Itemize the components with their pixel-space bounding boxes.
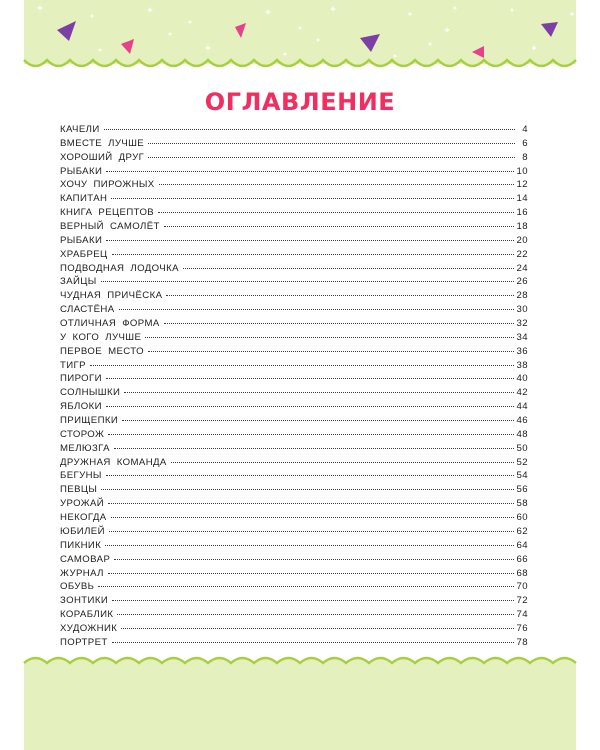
toc-entry [60,123,528,137]
bottom-scallop-border [24,655,576,669]
confetti-triangle-icon [57,21,76,41]
toc-entry [60,359,528,373]
toc-entry-title: ХУДОЖНИК [60,622,118,634]
toc-entry [60,151,528,165]
dot-leader [108,434,513,435]
toc-entry-page: 68 [516,567,528,579]
sparkle-star-icon [282,51,288,57]
toc-entry-title: СТОРОЖ [60,428,105,440]
toc-entry-title: ХОЧУ ПИРОЖНЫХ [60,179,155,191]
toc-entry-page: 44 [516,401,528,413]
dot-leader [119,309,514,310]
dot-leader [90,365,514,366]
toc-entry-page: 40 [516,373,528,385]
page-title: ОГЛАВЛЕНИЕ [204,88,396,116]
toc-entry-title: УРОЖАЙ [60,498,105,510]
sparkle-star-icon [315,37,321,43]
toc-entry [60,192,528,206]
toc-entry-page: 8 [522,151,528,163]
sparkle-star-icon [264,8,272,16]
toc-entry-title: ДРУЖНАЯ КОМАНДА [60,456,167,468]
toc-entry-title: ЯБЛОКИ [60,401,102,413]
toc-entry-title: ХОРОШИЙ ДРУГ [60,151,145,163]
toc-entry-page: 6 [522,137,528,149]
toc-entry [60,483,528,497]
toc-entry-page: 64 [516,539,528,551]
dot-leader [106,240,513,241]
toc-entry-title: ТИГР [60,359,86,371]
sparkle-star-icon [392,53,398,59]
toc-entry [60,622,528,636]
sparkle-star-icon [36,4,44,12]
dot-leader [117,614,513,615]
sparkle-star-icon [97,47,103,53]
dot-leader [183,268,514,269]
toc-entry-page: 28 [516,290,528,302]
toc-entry [60,497,528,511]
sparkle-star-icon [443,26,451,34]
toc-entry-title: ЗАЙЦЫ [60,276,97,288]
toc-entry-title: ВМЕСТЕ ЛУЧШЕ [60,137,145,149]
dot-leader [105,545,513,546]
toc-entry-page: 54 [516,470,528,482]
sparkle-star-icon [329,5,337,13]
sparkle-star-icon [187,19,193,25]
toc-entry-title: ОТЛИЧНАЯ ФОРМА [60,318,160,330]
dot-leader [148,351,514,352]
toc-entry [60,594,528,608]
sparkle-star-icon [89,13,95,19]
dot-leader [159,184,514,185]
toc-entry-title: ПЕВЦЫ [60,484,98,496]
toc-entry [60,636,528,650]
confetti-decoration [0,0,600,70]
confetti-triangle-icon [360,34,380,52]
toc-entry-title: ЧУДНАЯ ПРИЧЁСКА [60,290,163,302]
dot-leader [121,628,513,629]
toc-entry [60,289,528,303]
toc-entry-page: 18 [516,221,528,233]
dot-leader [108,503,513,504]
toc-entry-page: 32 [516,318,528,330]
toc-entry-title: БЕГУНЫ [60,470,102,482]
toc-entry [60,553,528,567]
dot-leader [158,212,513,213]
sparkle-star-icon [568,10,576,18]
toc-entry-title: РЫБАКИ [60,234,103,246]
toc-entry-page: 62 [516,525,528,537]
toc-entry-title: КОРАБЛИК [60,609,114,621]
toc-entry [60,331,528,345]
dot-leader [101,281,514,282]
toc-entry-title: КАПИТАН [60,193,108,205]
confetti-triangle-icon [541,22,558,37]
toc-entry [60,137,528,151]
toc-entry-page: 72 [516,595,528,607]
toc-entry [60,580,528,594]
toc-entry-title: ОБУВЬ [60,581,95,593]
confetti-triangle-icon [235,23,246,38]
toc-entry-page: 58 [516,498,528,510]
toc-entry [60,165,528,179]
dot-leader [166,295,513,296]
toc-entry-title: СОЛНЫШКИ [60,387,121,399]
dot-leader [98,586,513,587]
dot-leader [164,226,514,227]
toc-entry [60,234,528,248]
toc-entry [60,539,528,553]
dot-leader [112,642,514,643]
toc-entry-page: 24 [516,262,528,274]
dot-leader [104,129,515,130]
toc-entry [60,345,528,359]
toc-entry [60,608,528,622]
toc-entry-title: ЗОНТИКИ [60,595,109,607]
toc-entry-title: ПРИЩЕПКИ [60,415,119,427]
toc-entry-page: 20 [516,234,528,246]
toc-entry-page: 14 [516,193,528,205]
toc-entry-page: 10 [516,165,528,177]
toc-entry-title: КНИГА РЕЦЕПТОВ [60,207,155,219]
toc-entry-title: У КОГО ЛУЧШЕ [60,331,142,343]
toc-entry-title: КАЧЕЛИ [60,124,100,135]
dot-leader [114,448,514,449]
toc-entry [60,275,528,289]
sparkle-star-icon [167,31,173,37]
dot-leader [106,378,514,379]
toc-entry-page: 22 [516,248,528,260]
dot-leader [112,600,513,601]
dot-leader [164,323,514,324]
sparkle-stars [36,4,576,59]
toc-entry-title: САМОВАР [60,553,111,565]
toc-entry [60,317,528,331]
toc-entry-title: МЕЛЮЗГА [60,442,110,454]
toc-entry-page: 34 [516,331,528,343]
toc-entry [60,511,528,525]
toc-entry-title: ПИРОГИ [60,373,102,385]
confetti-triangle-icon [121,39,134,54]
dot-leader [101,489,513,490]
bottom-decor-panel [24,668,576,750]
toc-entry [60,414,528,428]
toc-entry [60,456,528,470]
toc-entry [60,206,528,220]
toc-entry-title: СЛАСТЁНА [60,304,115,316]
dot-leader [106,406,514,407]
toc-entry [60,386,528,400]
dot-leader [148,143,515,144]
toc-entry [60,178,528,192]
toc-entry-page: 38 [516,359,528,371]
dot-leader [122,420,513,421]
toc-entry-page: 66 [516,553,528,565]
toc-entry-page: 12 [516,179,528,191]
toc-entry [60,303,528,317]
toc-entry [60,220,528,234]
sparkle-star-icon [530,44,538,52]
toc-entry-page: 50 [516,442,528,454]
toc-entry-page: 26 [516,276,528,288]
sparkle-star-icon [509,7,515,13]
sparkle-star-icon [204,44,212,52]
toc-entry-title: ПОДВОДНАЯ ЛОДОЧКА [60,262,179,274]
toc-entry-page: 76 [516,622,528,634]
sparkle-star-icon [427,41,433,47]
sparkle-star-icon [146,6,154,14]
toc-entry [60,567,528,581]
toc-entry [60,248,528,262]
toc-entry [60,372,528,386]
toc-entry [60,262,528,276]
dot-leader [111,517,514,518]
toc-entry-title: ХРАБРЕЦ [60,248,108,260]
toc-entry [60,400,528,414]
toc-entry-title: ВЕРНЫЙ САМОЛЁТ [60,221,160,233]
toc-entry-page: 74 [516,609,528,621]
dot-leader [109,531,514,532]
toc-entry-title: ПОРТРЕТ [60,636,108,648]
dot-leader [106,171,513,172]
toc-entry-page: 42 [516,387,528,399]
toc-entry [60,525,528,539]
dot-leader [124,392,513,393]
dot-leader [112,254,514,255]
toc-entry-page: 16 [516,207,528,219]
toc-entry-page: 60 [516,512,528,524]
dot-leader [108,573,514,574]
toc-entry-page: 56 [516,484,528,496]
toc-entry-page: 52 [516,456,528,468]
confetti-triangle-icon [472,46,484,58]
toc-entry-title: ПИКНИК [60,539,102,551]
toc-entry-page: 36 [516,345,528,357]
toc-entry-page: 78 [516,636,528,648]
table-of-contents [60,123,528,650]
dot-leader [114,559,513,560]
dot-leader [111,198,513,199]
dot-leader [148,157,515,158]
sparkle-star-icon [297,25,303,31]
toc-entry-title: ЮБИЛЕЙ [60,525,105,537]
toc-entry-title: ЖУРНАЛ [60,567,104,579]
toc-entry-page: 48 [516,428,528,440]
toc-entry [60,428,528,442]
sparkle-star-icon [452,5,458,11]
dot-leader [145,337,513,338]
toc-entry-title: РЫБАКИ [60,165,103,177]
dot-leader [106,475,514,476]
toc-entry-page: 46 [516,415,528,427]
toc-entry-title: ПЕРВОЕ МЕСТО [60,345,144,357]
toc-entry [60,469,528,483]
toc-entry-page: 30 [516,304,528,316]
dot-leader [171,462,514,463]
toc-entry-title: НЕКОГДА [60,512,107,524]
toc-entry [60,442,528,456]
sparkle-star-icon [407,11,413,17]
toc-entry-page: 4 [522,124,528,135]
toc-entry-page: 70 [516,581,528,593]
